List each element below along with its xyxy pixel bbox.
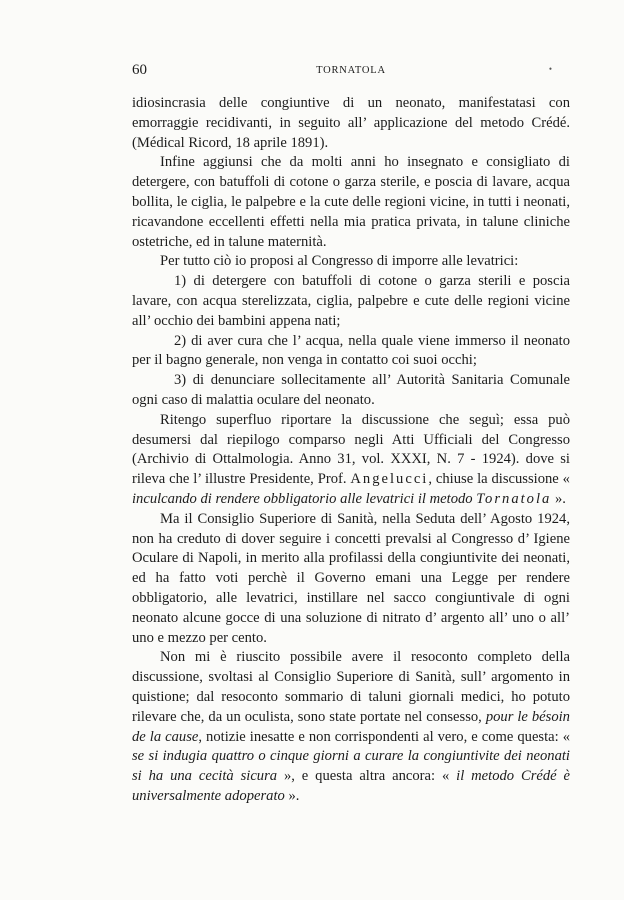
- paragraph-4-text: Ritengo superfluo riportare la discussione che seguì; essa può desumersi dal riepilogo comparso negli Atti Ufficiali del Congresso (Archivio di Ottalmologia. Anno 31, vol. XXXI, N. 7 - 1924). dove si rileva che l’ illustre Presidente, Prof.: [132, 411, 570, 488]
- list-item-1: 1) di detergere con batuffoli di cotone o garza sterili e poscia lavare, con acqua sterelizzata, ciglia, palpebre e cute delle regioni vicine all’ occhio dei bambini appena nati;: [132, 273, 570, 329]
- paragraph-5: Ma il Consiglio Superiore di Sanità, nella Seduta dell’ Agosto 1924, non ha creduto di dover seguire i concetti prevalsi al Congresso d’ Igiene Oculare di Napoli, in merito alla profilassi della congiuntivite dei neonati, ed ha fatto voti perchè il Governo emani una Legge per rendere obbligatorio, alle levatrici, instillare nel sacco congiuntivale di ogni neonato alcune gocce di una soluzione di nitrato d’ argento all’ uno o all’ uno e mezzo per cento.: [132, 510, 570, 646]
- phrase-pour-le-besoin: pour le bésoin de la cause: [132, 708, 570, 745]
- paragraph-4: [132, 411, 570, 510]
- quote-metodo-crede: il metodo Crédé è universalmente adoperato: [132, 768, 570, 804]
- corner-mark: •: [548, 64, 552, 74]
- page-header: [132, 62, 570, 86]
- page-body: [132, 94, 570, 807]
- paragraph-3: Per tutto ciò io proposi al Congresso di imporre alle levatrici:: [160, 253, 519, 270]
- quote-cecita: se si indugia quattro o cinque giorni a curare la congiuntivite dei neonati si ha una cecità sicura: [132, 748, 570, 785]
- paragraph-6-text-2: , notizie inesatte e non corrispondenti al vero, e come questa: «: [198, 728, 570, 745]
- paragraph-4-text-2: , chiuse la discussione «: [428, 471, 570, 488]
- paragraph-6-close: ».: [288, 787, 300, 804]
- running-head: TORNATOLA: [316, 65, 386, 76]
- name-tornatola: Tornatola: [476, 490, 552, 507]
- page-number: 60: [132, 62, 147, 78]
- quote-inculcando: inculcando di rendere obbligatorio alle levatrici il metodo: [132, 490, 473, 507]
- paragraph-6-text-3: », e questa altra ancora: «: [283, 768, 450, 785]
- author-name-angelucci: Angelucci: [350, 471, 429, 488]
- list-item-3: 3) di denunciare sollecitamente all’ Autorità Sanitaria Comunale ogni caso di malattia oculare del neonato.: [132, 372, 570, 408]
- paragraph-6-text: Non mi è riuscito possibile avere il resoconto completo della discussione, svoltasi al Consiglio Superiore di Sanità, sull’ argomento in quistione; dal resoconto sommario di taluni giornali medici, ho potuto rilevare che, da un oculista, sono state portate nel consesso,: [132, 649, 570, 725]
- paragraph-6: [132, 648, 570, 806]
- paragraph-4-close: ».: [554, 490, 566, 507]
- paragraph-2: Infine aggiunsi che da molti anni ho insegnato e consigliato di detergere, con batuffoli di cotone o garza sterile, e poscia di lavare, acqua bollita, le ciglia, le palpebre e la cute delle regioni vicine, in tutti i neonati, ricavandone eccellenti effetti nella mia pratica privata, in talune cliniche ostetriche, ed in talune maternità.: [132, 154, 570, 250]
- paragraph-1: idiosincrasia delle congiuntive di un neonato, manifestatasi con emorraggie recidivanti, in seguito all’ applicazione del metodo Crédé. (Médical Ricord, 18 aprile 1891).: [132, 95, 570, 151]
- list-item-2: 2) di aver cura che l’ acqua, nella quale viene immerso il neonato per il bagno generale, non venga in contatto coi suoi occhi;: [132, 332, 570, 369]
